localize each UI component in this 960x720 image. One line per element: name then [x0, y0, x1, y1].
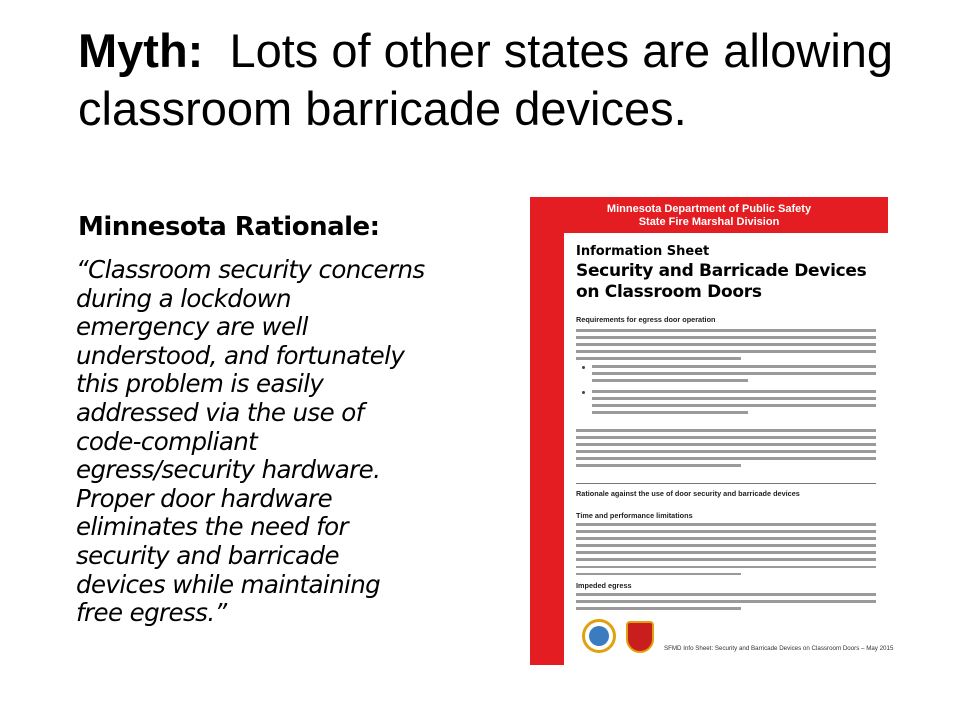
rationale-heading: Minnesota Rationale:: [78, 212, 380, 242]
paragraph-lines: [592, 390, 876, 418]
quote-line: security and barricade: [76, 540, 339, 570]
info-sheet-image: [530, 197, 894, 665]
minnesota-seal-icon: [582, 619, 616, 653]
quote-line: free egress.”: [76, 598, 227, 628]
paragraph-lines: [592, 365, 876, 386]
quote-line: emergency are well: [76, 312, 308, 342]
paragraph-lines: [576, 593, 876, 614]
subsection-heading: Impeded egress: [576, 581, 632, 590]
quote-line: egress/security hardware.: [76, 455, 381, 485]
header-line-2: State Fire Marshal Division: [638, 216, 780, 228]
bullet-dot: [582, 391, 585, 394]
title-prefix: Myth:: [78, 24, 204, 77]
quote-line: during a lockdown: [76, 283, 291, 313]
slide-title: [78, 22, 918, 138]
title-text: Lots of other states are allowing classroom barricade devices.: [78, 24, 894, 135]
info-sheet-footer: SFMD Info Sheet: Security and Barricade Devices on Classroom Doors – May 2015: [664, 645, 894, 652]
paragraph-lines: [576, 523, 876, 580]
paragraph-lines: [576, 329, 876, 364]
bullet-dot: [582, 366, 585, 369]
quote-line: addressed via the use of: [76, 397, 364, 427]
quote-line: understood, and fortunately: [76, 340, 405, 370]
quote-line: this problem is easily: [76, 369, 324, 399]
rationale-quote: [76, 256, 506, 628]
info-sheet-header: [530, 197, 888, 235]
subsection-heading: Time and performance limitations: [576, 511, 693, 520]
section-heading: Rationale against the use of door security and barricade devices: [576, 489, 800, 498]
info-sheet-body: [564, 233, 894, 665]
section-heading: Requirements for egress door operation: [576, 315, 716, 324]
quote-line: “Classroom security concerns: [76, 255, 425, 284]
divider: [576, 483, 876, 484]
quote-line: devices while maintaining: [76, 569, 381, 599]
quote-line: eliminates the need for: [76, 512, 349, 542]
quote-line: code-compliant: [76, 426, 258, 456]
fire-marshal-badge-icon: [626, 621, 654, 653]
paragraph-lines: [576, 429, 876, 472]
header-line-1: Minnesota Department of Public Safety: [606, 203, 812, 215]
info-sheet-title: Security and Barricade Devices on Classroom Doors: [576, 261, 867, 302]
quote-line: Proper door hardware: [76, 483, 333, 513]
info-sheet-label: Information Sheet: [576, 244, 710, 259]
